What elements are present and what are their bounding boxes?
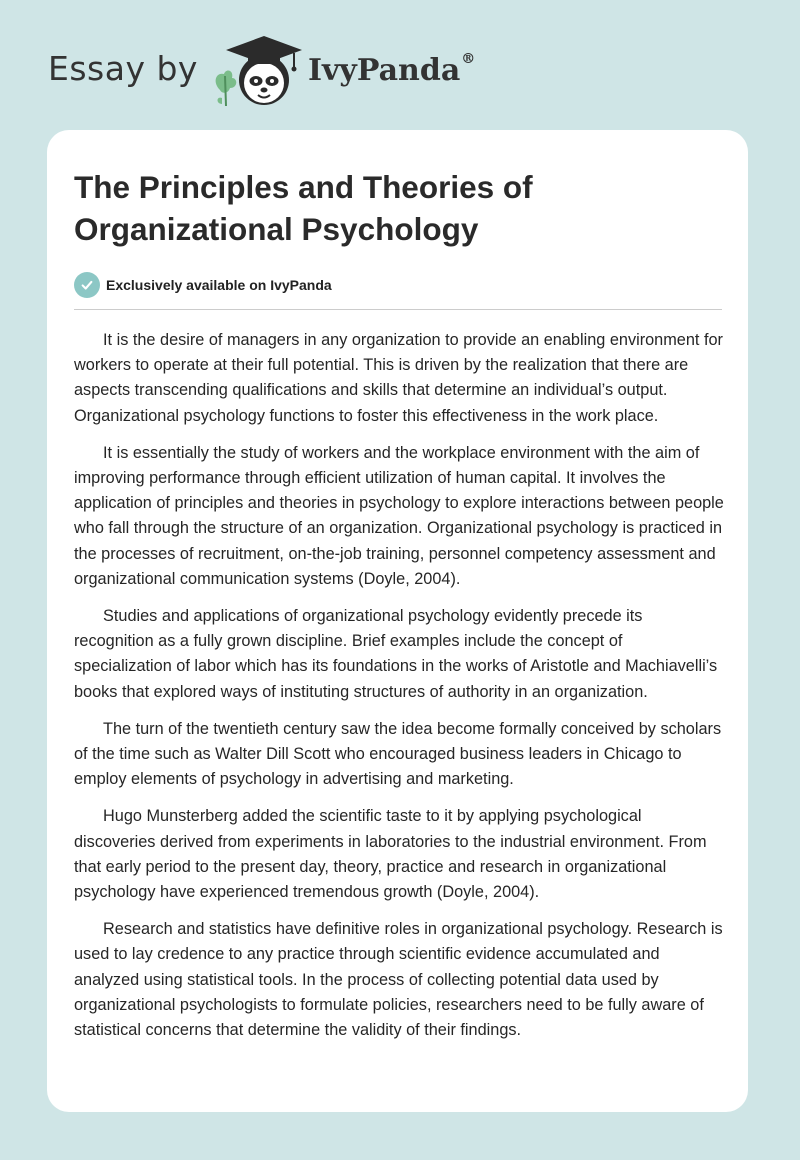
check-icon — [80, 278, 94, 292]
paragraph: Studies and applications of organizational psychology evidently precede its recognition as a fully grown discipline. Brief examples include the concept of specialization of labor which has its foundations in the works of Aristotle and Machiavelli’s books that explored ways of instituting structures of authority in an organization. — [74, 607, 718, 701]
paragraph: Research and statistics have definitive roles in organizational psychology. Research is used to lay credence to any practice through scientific evidence accumulated and analyzed using statistical tools. In the process of collecting potential data used by organizational psychologists to formulate policies, researchers need to be fully aware of statistical concerns that determine the validity of their findings. — [74, 920, 723, 1040]
ivypanda-brand-name — [307, 50, 476, 88]
divider — [74, 309, 722, 310]
paragraph: It is essentially the study of workers and the workplace environment with the aim of improving performance through efficient utilization of human capital. It involves the application of principles and theories in psychology to explore interactions between people who fall through the structure of an organization. Organizational psychology is practiced in the processes of recruitment, on-the-job training, personnel competency assessment and organizational communication systems (Doyle, 2004). — [74, 443, 724, 588]
essay-body — [74, 328, 724, 1043]
registered-mark: ® — [461, 50, 476, 67]
exclusive-label: Exclusively available on IvyPanda — [106, 277, 332, 293]
brand-text: IvyPanda — [307, 52, 461, 88]
paragraph: The turn of the twentieth century saw the idea become formally conceived by scholars of the time such as Walter Dill Scott who encouraged business leaders in Chicago to employ elements of psychology in advertising and marketing. — [74, 719, 722, 789]
check-badge-icon — [74, 272, 100, 298]
essay-by-label: Essay by — [48, 48, 198, 88]
exclusive-notice — [74, 272, 722, 298]
panda-logo-icon — [212, 32, 304, 112]
essay-card — [47, 130, 748, 1112]
ivy-leaf-icon — [216, 71, 237, 106]
site-header — [48, 32, 475, 112]
paragraph: It is the desire of managers in any organization to provide an enabling environment for workers to operate at their full potential. This is driven by the realization that there are aspects transcending qualifications and skills that determine an individual’s output. Organizational psychology functions to foster this effectiveness in the work place. — [74, 331, 723, 425]
paragraph: Hugo Munsterberg added the scientific taste to it by applying psychological discoveries derived from experiments in laboratories to the industrial environment. From that early period to the present day, theory, practice and research in organizational psychology have experienced tremendous growth (Doyle, 2004). — [74, 807, 707, 902]
essay-title: The Principles and Theories of Organizational Psychology — [74, 169, 533, 247]
